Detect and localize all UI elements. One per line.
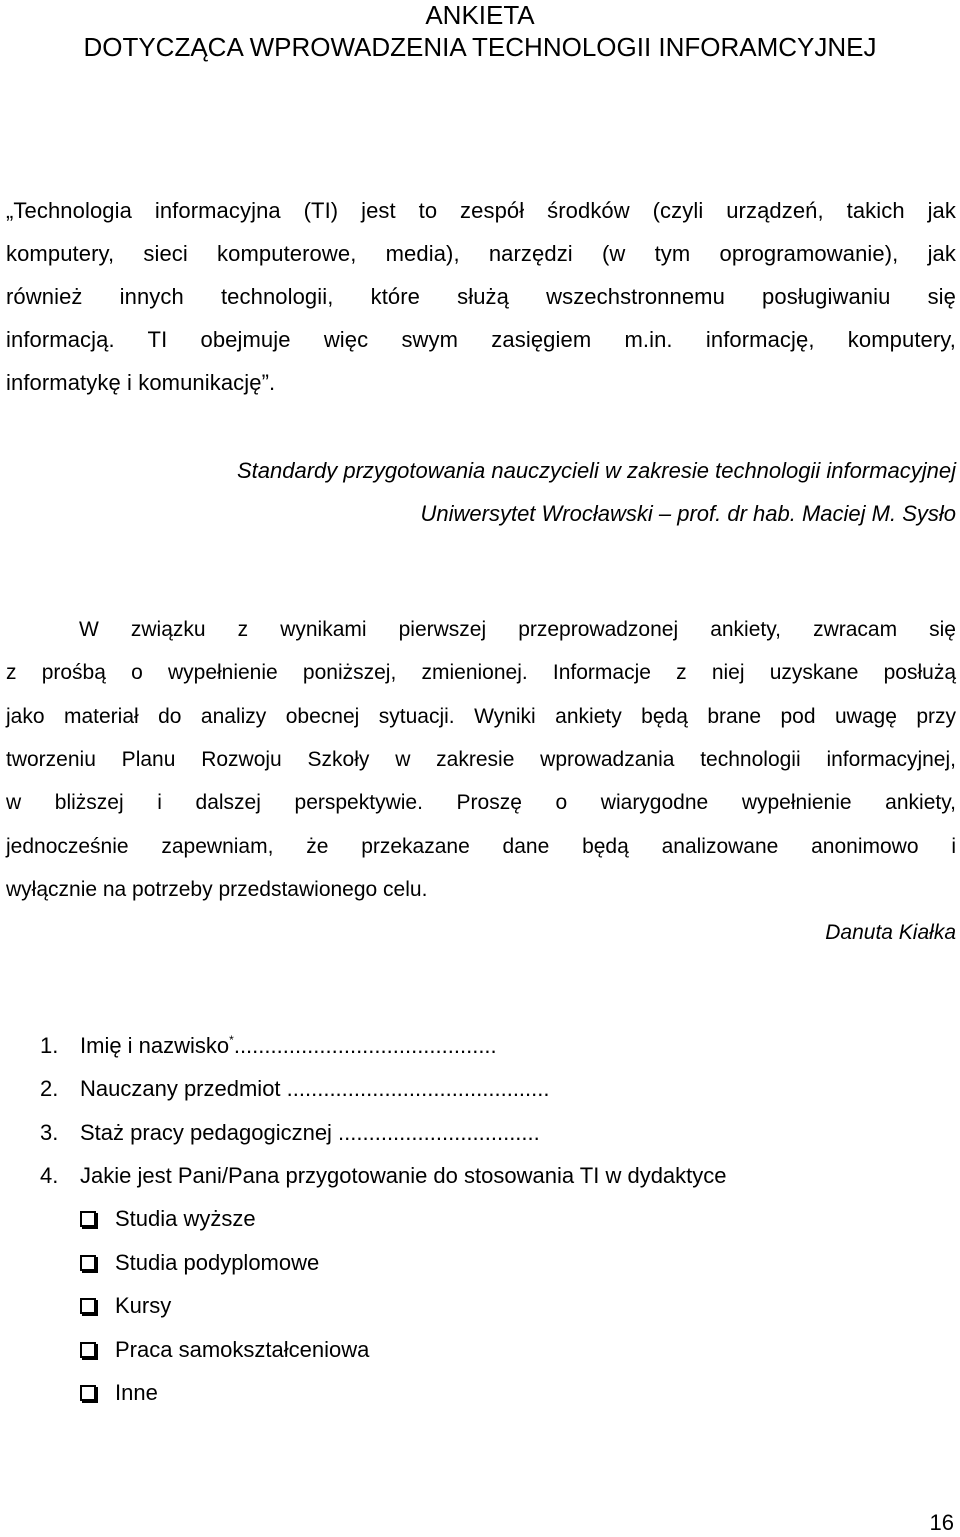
answer-field[interactable]: ........................................... — [233, 1033, 497, 1058]
citation-author: Uniwersytet Wrocławski – prof. dr hab. Maciej M. Sysło — [420, 501, 956, 526]
option-inne[interactable] — [80, 1378, 158, 1408]
letter-line: wyłącznie na potrzeby przedstawionego celu. — [6, 878, 428, 901]
option-label: Studia podyplomowe — [115, 1250, 320, 1275]
question-number: 1. — [40, 1033, 59, 1058]
option-studia-wyzsze[interactable] — [80, 1204, 256, 1234]
letter-line: w bliższej i dalszej perspektywie. Proszę o wiarygodne wypełnienie ankiety, — [6, 791, 956, 814]
footnote-marker: * — [229, 1033, 234, 1047]
letter-line: jednocześnie zapewniam, że przekazane dane będą analizowane anonimowo i — [6, 835, 956, 858]
checkbox-icon[interactable] — [80, 1385, 96, 1401]
document-subtitle: DOTYCZĄCA WPROWADZENIA TECHNOLOGII INFORAMCYJNEJ — [83, 32, 877, 62]
letter-line: tworzeniu Planu Rozwoju Szkoły w zakresie wprowadzania technologii informacyjnej, — [6, 748, 956, 771]
letter-line: jako materiał do analizy obecnej sytuacji. Wyniki ankiety będą brane pod uwagę przy — [6, 705, 956, 728]
question-4 — [40, 1161, 727, 1191]
letter-line: z prośbą o wypełnienie poniższej, zmienionej. Informacje z niej uzyskane posłużą — [6, 661, 956, 684]
checkbox-icon[interactable] — [80, 1298, 96, 1314]
signature: Danuta Kiałka — [825, 921, 956, 944]
answer-field[interactable]: ........................................... — [280, 1076, 550, 1101]
question-2 — [40, 1074, 550, 1104]
document-title: ANKIETA — [425, 0, 535, 30]
question-number: 3. — [40, 1120, 59, 1145]
option-studia-podyplomowe[interactable] — [80, 1248, 319, 1278]
question-1 — [40, 1031, 497, 1061]
checkbox-icon[interactable] — [80, 1342, 96, 1358]
question-text: Staż pracy pedagogicznej — [80, 1120, 332, 1145]
question-3 — [40, 1118, 540, 1148]
page-number: 16 — [929, 1510, 954, 1535]
question-text: Jakie jest Pani/Pana przygotowanie do stosowania TI w dydaktyce — [80, 1163, 727, 1188]
question-text: Nauczany przedmiot — [80, 1076, 281, 1101]
citation-source: Standardy przygotowania nauczycieli w zakresie technologii informacyjnej — [236, 458, 956, 483]
option-label: Praca samokształceniowa — [115, 1337, 370, 1362]
checkbox-icon[interactable] — [80, 1211, 96, 1227]
letter-line: W związku z wynikami pierwszej przeprowadzonej ankiety, zwracam się — [79, 618, 956, 641]
option-kursy[interactable] — [80, 1291, 171, 1321]
intro-line: informatykę i komunikację”. — [6, 370, 276, 395]
question-text: Imię i nazwisko — [80, 1033, 230, 1058]
answer-field[interactable]: ................................. — [331, 1120, 540, 1145]
option-label: Kursy — [115, 1293, 172, 1318]
intro-line: informacją. TI obejmuje więc swym zasięgiem m.in. informację, komputery, — [6, 327, 956, 352]
question-number: 4. — [40, 1163, 59, 1188]
intro-line: również innych technologii, które służą wszechstronnemu posługiwaniu się — [6, 284, 956, 309]
question-number: 2. — [40, 1076, 59, 1101]
option-label: Studia wyższe — [115, 1206, 256, 1231]
checkbox-icon[interactable] — [80, 1255, 96, 1271]
intro-line: komputery, sieci komputerowe, media), narzędzi (w tym oprogramowanie), jak — [6, 241, 956, 266]
option-label: Inne — [115, 1380, 158, 1405]
intro-line: „Technologia informacyjna (TI) jest to zespół środków (czyli urządzeń, takich jak — [6, 198, 956, 223]
option-praca-samoksztalceniowa[interactable] — [80, 1335, 369, 1365]
